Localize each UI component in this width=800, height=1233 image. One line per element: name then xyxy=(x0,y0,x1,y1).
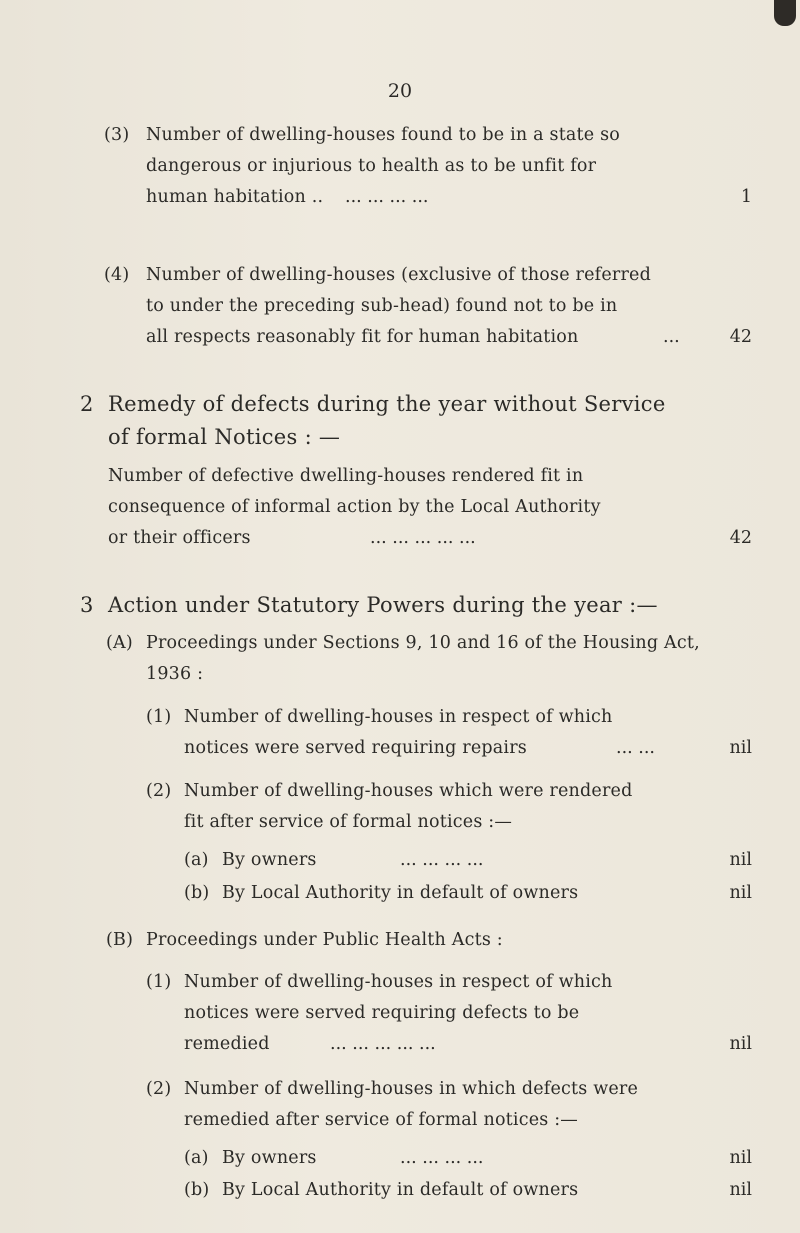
section3-A-sub1-number: (1) xyxy=(146,707,172,727)
section3-B-sub2-b-value: nil xyxy=(729,1180,752,1200)
section3-A-sub2-line1: Number of dwelling-houses which were rendered xyxy=(184,781,633,801)
section3-B-sub1-value: nil xyxy=(729,1034,752,1054)
item3-line3: human habitation .. xyxy=(146,187,324,207)
section3-A-sub2-a-text: By owners xyxy=(222,850,317,870)
section3-A-label: (A) xyxy=(106,633,133,653)
section3-number: 3 xyxy=(80,593,94,617)
section3-A-sub1-line1: Number of dwelling-houses in respect of which xyxy=(184,707,613,727)
section3-B-line1: Proceedings under Public Health Acts : xyxy=(146,930,503,950)
item4-leader-dots: ... xyxy=(663,327,680,347)
section2-line2: consequence of informal action by the Local Authority xyxy=(108,497,601,517)
section2-leader-dots: ... ... ... ... ... xyxy=(370,528,476,548)
item3-value: 1 xyxy=(740,187,752,207)
section3-B-sub2-a-text: By owners xyxy=(222,1148,317,1168)
section3-A-sub2-b-value: nil xyxy=(729,883,752,903)
section3-A-sub2-b-label: (b) xyxy=(184,883,210,903)
section3-A-sub2-a-leader-dots: ... ... ... ... xyxy=(400,850,484,870)
section3-B-label: (B) xyxy=(106,930,134,950)
item3-leader-dots: ... ... ... ... xyxy=(345,187,429,207)
section3-B-sub2-number: (2) xyxy=(146,1079,172,1099)
section3-A-line1: Proceedings under Sections 9, 10 and 16 of the Housing Act, xyxy=(146,633,700,653)
section3-A-sub2-b-text: By Local Authority in default of owners xyxy=(222,883,579,903)
section3-B-sub2-b-text: By Local Authority in default of owners xyxy=(222,1180,579,1200)
item4-value: 42 xyxy=(729,327,752,347)
item4-line2: to under the preceding sub-head) found not to be in xyxy=(146,296,618,316)
section3-A-sub1-value: nil xyxy=(729,738,752,758)
section3-A-sub2-a-label: (a) xyxy=(184,850,209,870)
scan-corner-mark xyxy=(774,0,796,26)
item3-number: (3) xyxy=(104,125,130,145)
section3-title: Action under Statutory Powers during the year :— xyxy=(108,593,658,617)
section3-B-sub1-line2: notices were served requiring defects to be xyxy=(184,1003,580,1023)
item4-line3: all respects reasonably fit for human habitation xyxy=(146,327,579,347)
section3-A-sub2-number: (2) xyxy=(146,781,172,801)
item3-line2: dangerous or injurious to health as to be unfit for xyxy=(146,156,597,176)
section3-B-sub1-leader-dots: ... ... ... ... ... xyxy=(330,1034,436,1054)
section3-A-sub1-leader-dots: ... ... xyxy=(616,738,655,758)
section3-B-sub1-number: (1) xyxy=(146,972,172,992)
section3-B-sub2-a-leader-dots: ... ... ... ... xyxy=(400,1148,484,1168)
section3-A-sub2-line2: fit after service of formal notices :— xyxy=(184,812,513,832)
section3-B-sub2-a-value: nil xyxy=(729,1148,752,1168)
section3-A-line2: 1936 : xyxy=(146,664,204,684)
section3-B-sub2-a-label: (a) xyxy=(184,1148,209,1168)
section2-title-line1: Remedy of defects during the year without Service xyxy=(108,392,666,416)
section2-number: 2 xyxy=(80,392,94,416)
section3-A-sub1-line2: notices were served requiring repairs xyxy=(184,738,527,758)
section2-line1: Number of defective dwelling-houses rendered fit in xyxy=(108,466,584,486)
item4-line1: Number of dwelling-houses (exclusive of those referred xyxy=(146,265,651,285)
page-number: 20 xyxy=(387,80,413,102)
section2-title-line2: of formal Notices : — xyxy=(108,425,341,449)
section3-A-sub2-a-value: nil xyxy=(729,850,752,870)
section2-line3: or their officers xyxy=(108,528,251,548)
section3-B-sub2-line2: remedied after service of formal notices :— xyxy=(184,1110,579,1130)
section2-value: 42 xyxy=(729,528,752,548)
item3-line1: Number of dwelling-houses found to be in a state so xyxy=(146,125,621,145)
section3-B-sub1-line3: remedied xyxy=(184,1034,270,1054)
section3-B-sub2-b-label: (b) xyxy=(184,1180,210,1200)
section3-B-sub2-line1: Number of dwelling-houses in which defects were xyxy=(184,1079,639,1099)
section3-B-sub1-line1: Number of dwelling-houses in respect of which xyxy=(184,972,613,992)
item4-number: (4) xyxy=(104,265,130,285)
